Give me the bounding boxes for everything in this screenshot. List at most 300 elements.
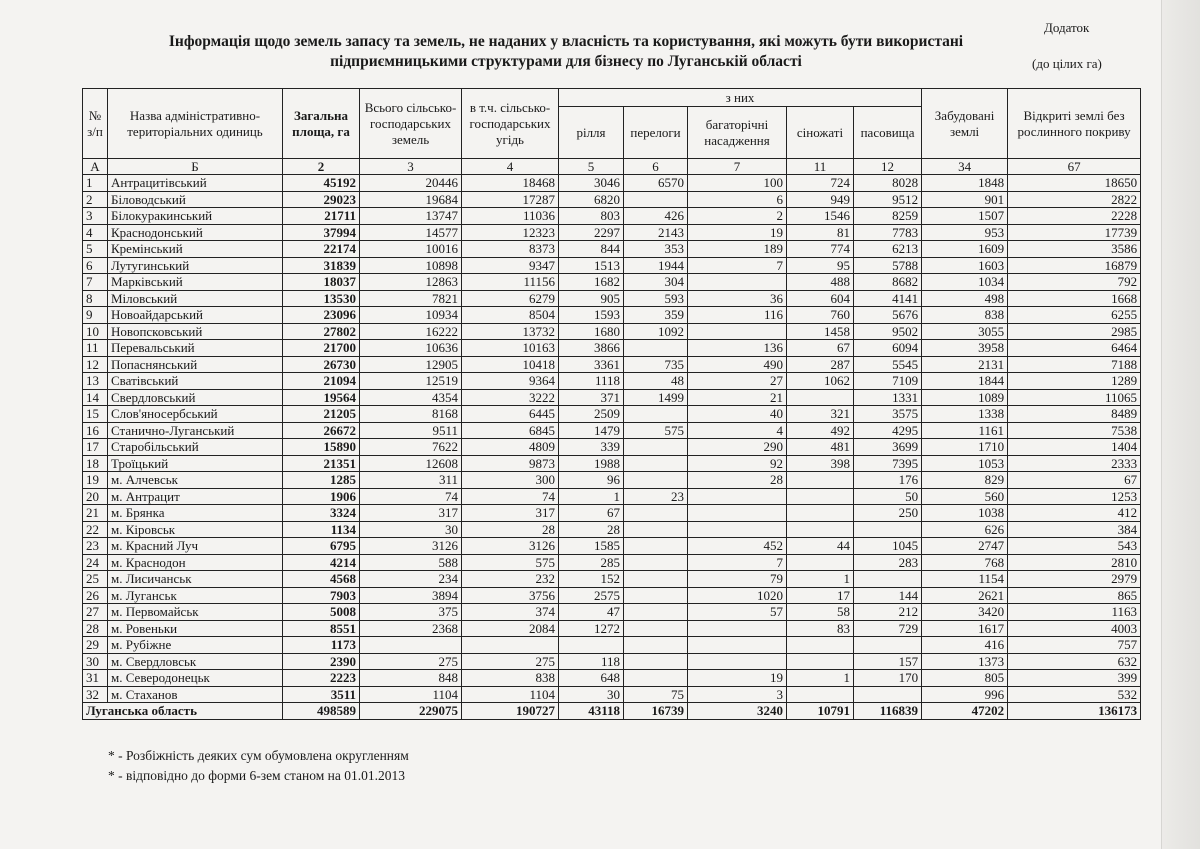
row-pastures: 212 [854,604,922,621]
summary-c7: 3240 [688,703,787,720]
row-arable: 96 [559,472,624,489]
row-number: 6 [83,257,108,274]
row-agri-all: 317 [360,505,462,522]
row-agri-lands: 6279 [462,290,559,307]
row-number: 27 [83,604,108,621]
row-built: 901 [922,191,1008,208]
row-total: 5008 [283,604,360,621]
row-total: 1285 [283,472,360,489]
row-number: 13 [83,373,108,390]
row-name: м. Первомайськ [108,604,283,621]
row-open: 2810 [1008,554,1141,571]
row-built: 953 [922,224,1008,241]
summary-row [83,703,1141,720]
row-fallow [624,554,688,571]
row-open: 2333 [1008,455,1141,472]
row-arable: 371 [559,389,624,406]
header-open: Відкриті землі без рослинного покриву [1008,89,1141,159]
row-agri-lands: 6445 [462,406,559,423]
row-arable: 30 [559,686,624,703]
row-built: 1373 [922,653,1008,670]
row-total: 21094 [283,373,360,390]
row-fallow [624,439,688,456]
row-fallow [624,406,688,423]
row-hayfields: 17 [787,587,854,604]
row-fallow [624,505,688,522]
row-agri-all: 588 [360,554,462,571]
row-fallow [624,521,688,538]
row-perennial: 28 [688,472,787,489]
row-pastures: 6213 [854,241,922,258]
header-built: Забудовані землі [922,89,1008,159]
row-arable: 47 [559,604,624,621]
row-arable: 118 [559,653,624,670]
row-total: 21711 [283,208,360,225]
row-arable: 905 [559,290,624,307]
row-pastures: 729 [854,620,922,637]
row-open: 1253 [1008,488,1141,505]
table-row [83,637,1141,654]
table-row [83,538,1141,555]
row-total: 1134 [283,521,360,538]
row-name: Міловський [108,290,283,307]
row-hayfields [787,389,854,406]
row-built: 416 [922,637,1008,654]
row-agri-all: 3126 [360,538,462,555]
row-name: Троїцький [108,455,283,472]
row-agri-all: 848 [360,670,462,687]
header-agri-lands: в т.ч. сільсько-господарських угідь [462,89,559,159]
row-built: 1848 [922,175,1008,192]
row-built: 1161 [922,422,1008,439]
table-row [83,208,1141,225]
header-total: Загальна площа, га [283,89,360,159]
row-open: 1163 [1008,604,1141,621]
row-total: 4214 [283,554,360,571]
row-agri-all: 10898 [360,257,462,274]
row-agri-lands: 12323 [462,224,559,241]
row-name: м. Луганськ [108,587,283,604]
row-fallow: 359 [624,307,688,324]
table-row [83,604,1141,621]
row-built: 1609 [922,241,1008,258]
row-name: м. Лисичанськ [108,571,283,588]
row-fallow [624,670,688,687]
header-of-them: з них [559,89,922,107]
row-agri-all: 12608 [360,455,462,472]
row-open: 67 [1008,472,1141,489]
row-agri-lands: 18468 [462,175,559,192]
row-total: 45192 [283,175,360,192]
row-total: 21700 [283,340,360,357]
footnotes [108,746,409,786]
row-number: 5 [83,241,108,258]
row-built: 3958 [922,340,1008,357]
row-pastures: 6094 [854,340,922,357]
row-agri-all: 234 [360,571,462,588]
row-fallow: 593 [624,290,688,307]
units-note: (до цілих га) [1032,56,1102,71]
row-name: м. Алчевськ [108,472,283,489]
row-perennial: 3 [688,686,787,703]
table-row [83,488,1141,505]
row-agri-all: 12863 [360,274,462,291]
table-row [83,356,1141,373]
letter-cell: Б [108,159,283,175]
row-built: 626 [922,521,1008,538]
row-fallow [624,571,688,588]
row-hayfields: 67 [787,340,854,357]
row-fallow: 2143 [624,224,688,241]
row-hayfields [787,686,854,703]
header-perennial: багаторічні насадження [688,107,787,159]
table-row [83,323,1141,340]
row-fallow [624,653,688,670]
row-agri-all: 13747 [360,208,462,225]
row-perennial: 6 [688,191,787,208]
row-fallow [624,472,688,489]
row-arable: 844 [559,241,624,258]
row-hayfields [787,554,854,571]
summary-c3: 229075 [360,703,462,720]
row-hayfields: 81 [787,224,854,241]
row-arable: 803 [559,208,624,225]
row-arable: 285 [559,554,624,571]
row-agri-all: 311 [360,472,462,489]
row-agri-lands: 8373 [462,241,559,258]
row-number: 7 [83,274,108,291]
summary-c34: 47202 [922,703,1008,720]
row-agri-lands: 2084 [462,620,559,637]
row-open: 2228 [1008,208,1141,225]
letter-cell: 2 [283,159,360,175]
row-number: 24 [83,554,108,571]
row-perennial: 36 [688,290,787,307]
row-agri-lands: 17287 [462,191,559,208]
row-pastures: 9502 [854,323,922,340]
row-name: м. Красний Луч [108,538,283,555]
row-perennial [688,521,787,538]
row-built: 996 [922,686,1008,703]
row-hayfields: 1 [787,670,854,687]
row-arable: 1118 [559,373,624,390]
row-agri-all: 30 [360,521,462,538]
summary-name: Луганська область [83,703,283,720]
row-number: 30 [83,653,108,670]
row-perennial: 4 [688,422,787,439]
table-row [83,653,1141,670]
row-number: 15 [83,406,108,423]
row-hayfields: 398 [787,455,854,472]
row-agri-lands: 9873 [462,455,559,472]
row-perennial: 100 [688,175,787,192]
header-fallow: перелоги [624,107,688,159]
row-pastures: 7783 [854,224,922,241]
row-pastures: 5545 [854,356,922,373]
row-fallow: 304 [624,274,688,291]
row-open: 16879 [1008,257,1141,274]
table-row [83,241,1141,258]
row-perennial: 19 [688,670,787,687]
row-agri-lands: 1104 [462,686,559,703]
row-open: 8489 [1008,406,1141,423]
row-agri-all: 12519 [360,373,462,390]
row-agri-lands: 9364 [462,373,559,390]
row-open: 6255 [1008,307,1141,324]
row-built: 768 [922,554,1008,571]
row-agri-all: 4354 [360,389,462,406]
row-perennial [688,505,787,522]
row-agri-all [360,637,462,654]
row-name: Кремінський [108,241,283,258]
row-number: 26 [83,587,108,604]
row-agri-lands: 4809 [462,439,559,456]
row-fallow: 75 [624,686,688,703]
row-hayfields [787,653,854,670]
row-number: 21 [83,505,108,522]
row-arable: 1272 [559,620,624,637]
row-pastures [854,571,922,588]
row-number: 17 [83,439,108,456]
row-number: 12 [83,356,108,373]
row-name: Свердловський [108,389,283,406]
row-open: 384 [1008,521,1141,538]
row-hayfields: 44 [787,538,854,555]
row-hayfields [787,521,854,538]
row-open: 11065 [1008,389,1141,406]
row-fallow [624,455,688,472]
row-total: 1173 [283,637,360,654]
row-fallow: 735 [624,356,688,373]
row-built: 1038 [922,505,1008,522]
row-open: 1289 [1008,373,1141,390]
row-agri-all: 7821 [360,290,462,307]
row-arable: 1680 [559,323,624,340]
row-arable: 152 [559,571,624,588]
row-name: Антрацитівський [108,175,283,192]
row-agri-lands: 10418 [462,356,559,373]
row-arable: 6820 [559,191,624,208]
row-perennial [688,488,787,505]
row-total: 21351 [283,455,360,472]
row-built: 1507 [922,208,1008,225]
row-name: Перевальський [108,340,283,357]
table-row [83,274,1141,291]
row-agri-all: 8168 [360,406,462,423]
row-agri-all: 19684 [360,191,462,208]
letter-cell: 34 [922,159,1008,175]
row-open: 757 [1008,637,1141,654]
table-row [83,290,1141,307]
row-arable: 1585 [559,538,624,555]
row-hayfields: 58 [787,604,854,621]
row-pastures: 157 [854,653,922,670]
row-pastures: 8259 [854,208,922,225]
row-name: Новопсковський [108,323,283,340]
row-arable: 1513 [559,257,624,274]
row-pastures: 250 [854,505,922,522]
row-total: 13530 [283,290,360,307]
row-agri-all: 10016 [360,241,462,258]
row-name: м. Свердловськ [108,653,283,670]
row-built: 1617 [922,620,1008,637]
row-fallow: 1092 [624,323,688,340]
row-hayfields: 287 [787,356,854,373]
row-fallow: 1944 [624,257,688,274]
row-built: 805 [922,670,1008,687]
row-arable: 648 [559,670,624,687]
row-total: 1906 [283,488,360,505]
row-agri-lands: 13732 [462,323,559,340]
row-arable: 3361 [559,356,624,373]
row-total: 4568 [283,571,360,588]
row-agri-lands: 9347 [462,257,559,274]
row-perennial: 189 [688,241,787,258]
row-agri-all: 16222 [360,323,462,340]
row-agri-lands: 3222 [462,389,559,406]
title-line-1: Інформація щодо земель запасу та земель, не наданих у власність та користування, які можуть бути використані [168,33,964,50]
row-name: Білокуракинський [108,208,283,225]
row-hayfields: 83 [787,620,854,637]
row-total: 37994 [283,224,360,241]
row-agri-all: 14577 [360,224,462,241]
row-total: 2223 [283,670,360,687]
row-built: 2131 [922,356,1008,373]
row-total: 31839 [283,257,360,274]
header-pastures: пасовища [854,107,922,159]
row-arable: 1 [559,488,624,505]
table-row [83,307,1141,324]
row-fallow: 1499 [624,389,688,406]
row-name: м. Стаханов [108,686,283,703]
row-fallow [624,538,688,555]
row-pastures: 9512 [854,191,922,208]
row-agri-all: 7622 [360,439,462,456]
row-fallow [624,620,688,637]
row-number: 16 [83,422,108,439]
row-perennial: 7 [688,257,787,274]
title-line-2: підприємницькими структурами для бізнесу по Луганській області [330,53,802,70]
row-pastures: 5788 [854,257,922,274]
row-agri-lands: 10163 [462,340,559,357]
row-total: 3511 [283,686,360,703]
column-letters-row [83,159,1141,175]
row-pastures: 144 [854,587,922,604]
row-name: Краснодонський [108,224,283,241]
table-row [83,373,1141,390]
table-row [83,554,1141,571]
row-pastures: 5676 [854,307,922,324]
row-name: м. Краснодон [108,554,283,571]
row-pastures: 170 [854,670,922,687]
table-row [83,191,1141,208]
row-number: 23 [83,538,108,555]
row-built: 2621 [922,587,1008,604]
row-hayfields: 949 [787,191,854,208]
row-built: 1154 [922,571,1008,588]
letter-cell: 4 [462,159,559,175]
row-built: 1603 [922,257,1008,274]
row-hayfields: 492 [787,422,854,439]
row-built: 498 [922,290,1008,307]
row-number: 28 [83,620,108,637]
row-agri-all: 2368 [360,620,462,637]
row-name: Новоайдарський [108,307,283,324]
row-total: 22174 [283,241,360,258]
row-number: 20 [83,488,108,505]
table-row [83,439,1141,456]
letter-cell: 67 [1008,159,1141,175]
row-number: 3 [83,208,108,225]
row-agri-lands [462,637,559,654]
row-hayfields [787,488,854,505]
row-perennial: 27 [688,373,787,390]
table-row [83,257,1141,274]
row-perennial: 1020 [688,587,787,604]
row-arable: 2297 [559,224,624,241]
row-name: м. Северодонецьк [108,670,283,687]
row-open: 7538 [1008,422,1141,439]
letter-cell: 5 [559,159,624,175]
annex-label: Додаток [1044,20,1090,35]
row-total: 29023 [283,191,360,208]
row-name: Марківський [108,274,283,291]
row-pastures: 50 [854,488,922,505]
row-name: Лутугинський [108,257,283,274]
row-hayfields: 1546 [787,208,854,225]
row-pastures [854,686,922,703]
row-fallow [624,637,688,654]
row-pastures: 7109 [854,373,922,390]
row-pastures: 8028 [854,175,922,192]
table-row [83,686,1141,703]
row-hayfields [787,505,854,522]
letter-cell: 12 [854,159,922,175]
row-hayfields [787,472,854,489]
row-open: 865 [1008,587,1141,604]
row-fallow: 23 [624,488,688,505]
table-row [83,340,1141,357]
table-row [83,521,1141,538]
row-name: Станично-Луганський [108,422,283,439]
row-agri-lands: 300 [462,472,559,489]
row-total: 3324 [283,505,360,522]
row-arable: 3046 [559,175,624,192]
row-fallow [624,587,688,604]
row-agri-lands: 74 [462,488,559,505]
row-perennial [688,653,787,670]
row-agri-all: 20446 [360,175,462,192]
footnote-2: * - відповідно до форми 6-зем станом на 01.01.2013 [108,768,405,783]
table-row [83,455,1141,472]
row-agri-lands: 6845 [462,422,559,439]
row-total: 19564 [283,389,360,406]
table-row [83,389,1141,406]
letter-cell: 11 [787,159,854,175]
summary-c67: 136173 [1008,703,1141,720]
row-total: 27802 [283,323,360,340]
row-number: 19 [83,472,108,489]
land-table [82,88,1141,720]
row-agri-all: 74 [360,488,462,505]
row-perennial: 79 [688,571,787,588]
row-total: 15890 [283,439,360,456]
row-open: 2822 [1008,191,1141,208]
row-perennial [688,274,787,291]
row-perennial: 19 [688,224,787,241]
row-agri-lands: 317 [462,505,559,522]
table-row [83,406,1141,423]
